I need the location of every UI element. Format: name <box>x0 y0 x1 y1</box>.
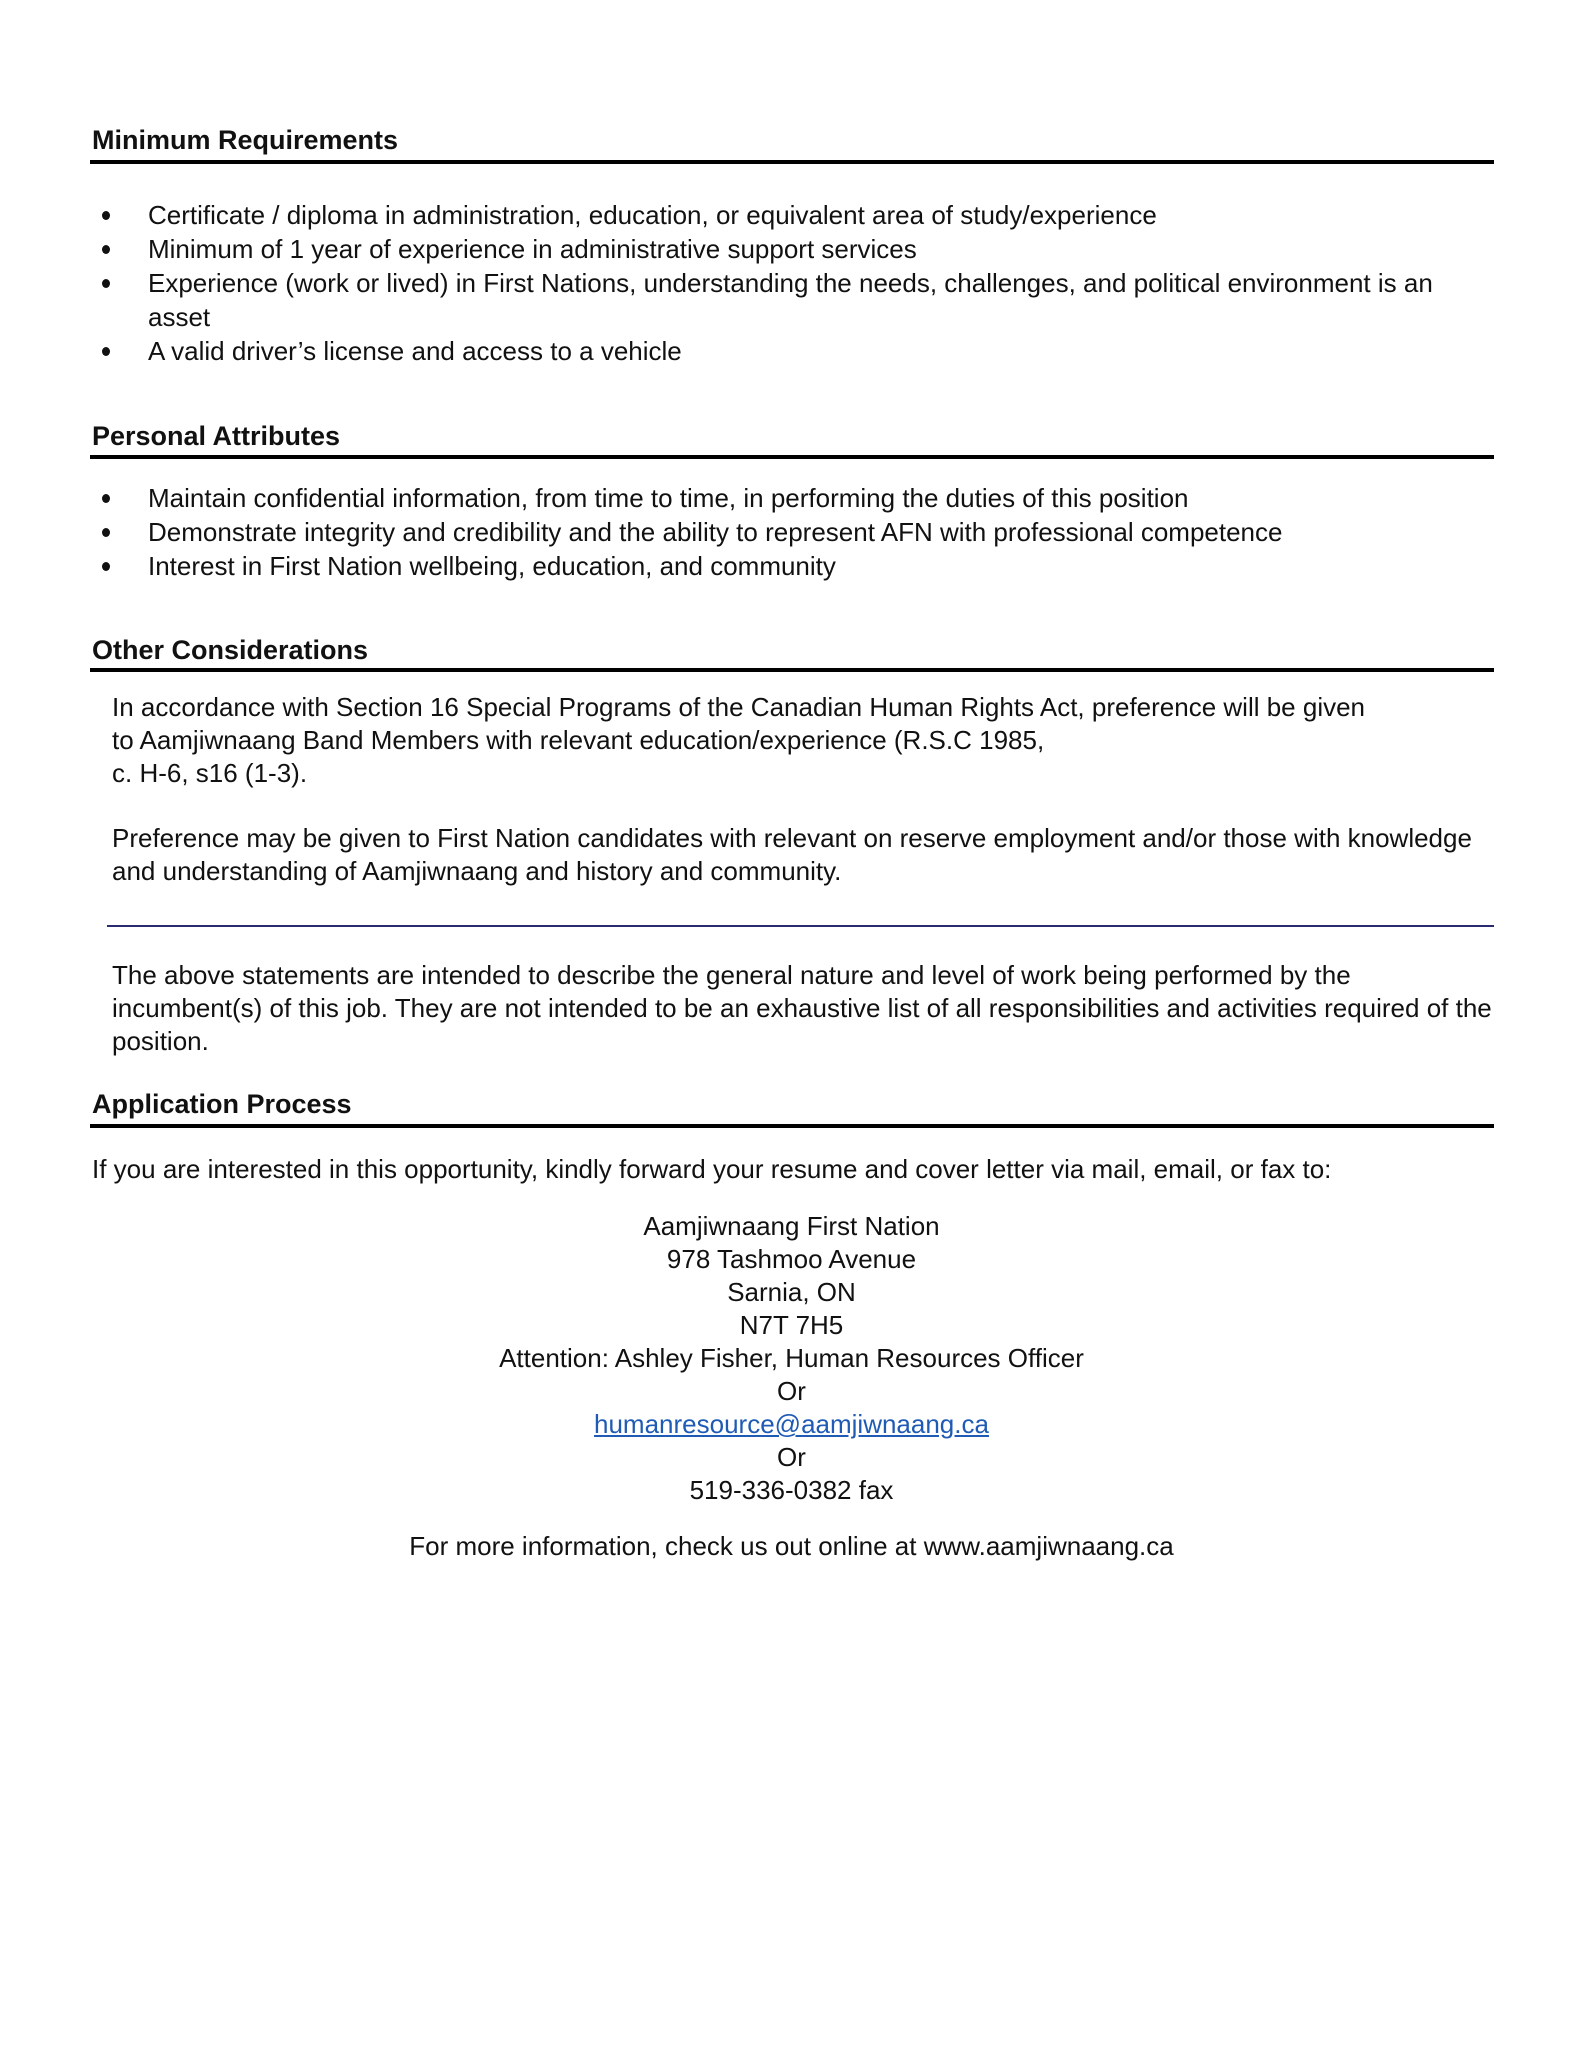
section-rule <box>90 668 1494 672</box>
paragraph-line: In accordance with Section 16 Special Programs of the Canadian Human Rights Act, preference will be given <box>112 692 1366 722</box>
minimum-requirements-list <box>100 198 1488 368</box>
list-item <box>100 334 1488 368</box>
section-rule <box>90 160 1494 164</box>
contact-block <box>0 1210 1583 1507</box>
section-rule <box>90 1124 1494 1128</box>
list-item <box>100 481 1488 515</box>
contact-organization: Aamjiwnaang First Nation <box>643 1211 940 1241</box>
list-item-text: Minimum of 1 year of experience in administrative support services <box>148 234 917 264</box>
list-item <box>100 266 1488 334</box>
section-heading-application-process: Application Process <box>92 1089 352 1119</box>
list-item-text: Maintain confidential information, from time to time, in performing the duties of this position <box>148 483 1189 513</box>
bullet-icon <box>102 211 110 220</box>
section-16-paragraph <box>112 691 1502 790</box>
contact-street: 978 Tashmoo Avenue <box>666 1244 917 1274</box>
list-item <box>100 232 1488 266</box>
bullet-icon <box>102 494 110 503</box>
section-rule <box>90 455 1494 459</box>
list-item-text: Experience (work or lived) in First Nations, understanding the needs, challenges, and political environment is an asset <box>148 268 1433 332</box>
list-item <box>100 198 1488 232</box>
bullet-icon <box>102 347 110 356</box>
contact-fax: 519-336-0382 fax <box>689 1475 894 1505</box>
section-heading-minimum-requirements: Minimum Requirements <box>92 125 399 155</box>
bullet-icon <box>102 562 110 571</box>
list-item-text: Demonstrate integrity and credibility and the ability to represent AFN with professional competence <box>148 517 1283 547</box>
divider-line <box>107 925 1494 927</box>
list-item-text: A valid driver’s license and access to a vehicle <box>148 336 682 366</box>
email-link[interactable]: humanresource@aamjiwnaang.ca <box>594 1409 989 1439</box>
list-item <box>100 549 1488 583</box>
contact-city: Sarnia, ON <box>727 1277 856 1307</box>
list-item-text: Certificate / diploma in administration, education, or equivalent area of study/experience <box>148 200 1157 230</box>
or-separator: Or <box>777 1442 806 1472</box>
more-info-line: For more information, check us out online at www.aamjiwnaang.ca <box>409 1531 1174 1561</box>
bullet-icon <box>102 245 110 254</box>
or-separator: Or <box>777 1376 806 1406</box>
section-heading-other-considerations: Other Considerations <box>92 635 369 665</box>
paragraph-line: c. H-6, s16 (1-3). <box>112 758 308 788</box>
contact-attention: Attention: Ashley Fisher, Human Resources Officer <box>499 1343 1084 1373</box>
personal-attributes-list <box>100 481 1488 583</box>
application-intro: If you are interested in this opportunity, kindly forward your resume and cover letter via mail, email, or fax to: <box>92 1154 1332 1184</box>
contact-postal-code: N7T 7H5 <box>739 1310 844 1340</box>
section-heading-personal-attributes: Personal Attributes <box>92 421 341 451</box>
preference-paragraph: Preference may be given to First Nation candidates with relevant on reserve employment and/or those with knowledge and understanding of Aamjiwnaang and history and community. <box>112 823 1472 886</box>
list-item-text: Interest in First Nation wellbeing, education, and community <box>148 551 836 581</box>
list-item <box>100 515 1488 549</box>
bullet-icon <box>102 279 110 288</box>
bullet-icon <box>102 528 110 537</box>
disclaimer-paragraph: The above statements are intended to describe the general nature and level of work being performed by the incumbent(s) of this job. They are not intended to be an exhaustive list of all responsibilities and activities required of the position. <box>112 960 1492 1056</box>
paragraph-line: to Aamjiwnaang Band Members with relevant education/experience (R.S.C 1985, <box>112 725 1045 755</box>
